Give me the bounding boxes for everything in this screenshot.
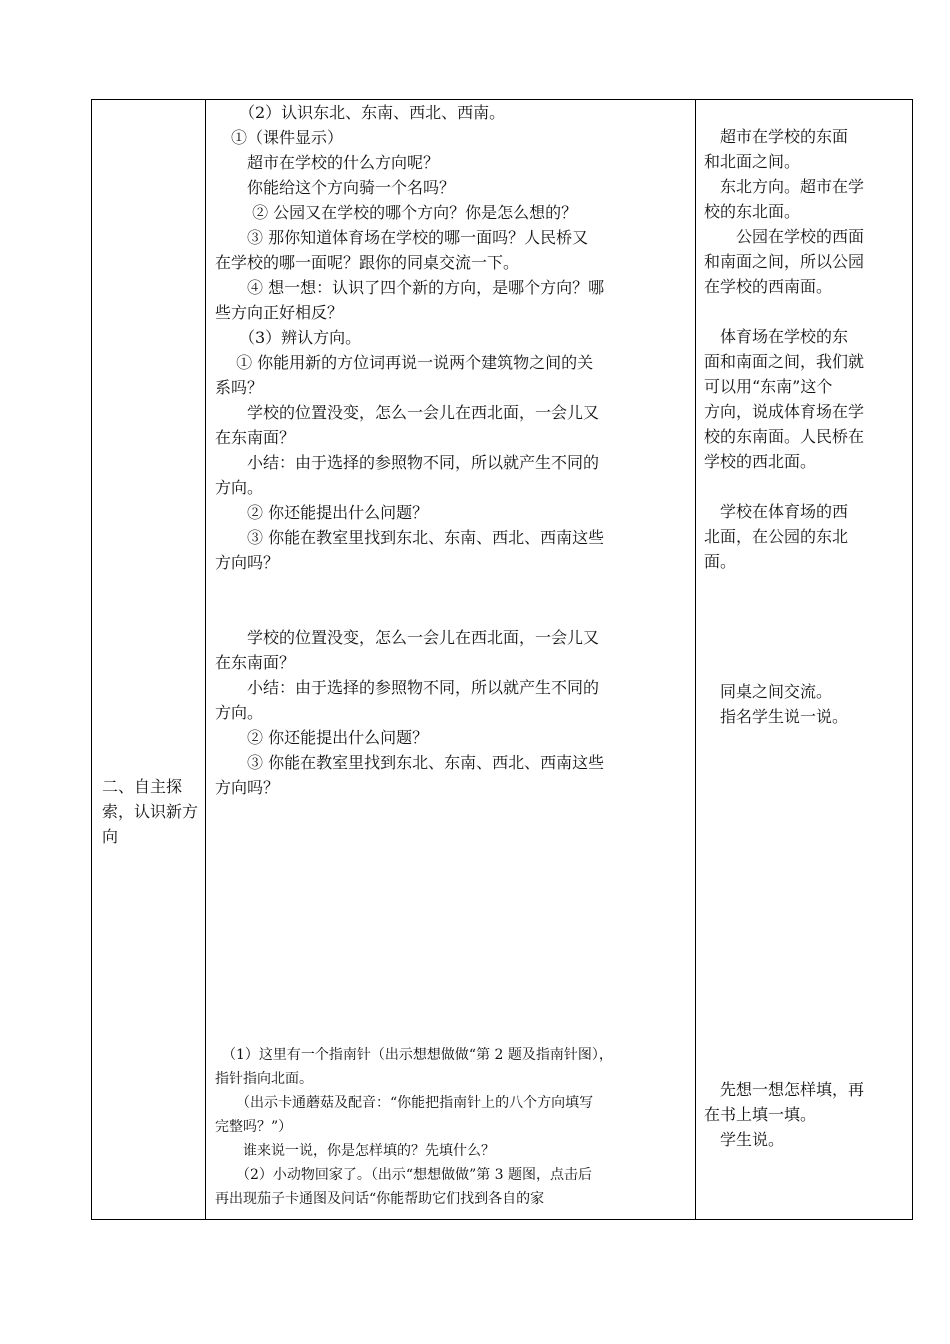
text-line: 小结：由于选择的参照物不同，所以就产生不同的 bbox=[215, 453, 600, 472]
text-line: ③ 你能在教室里找到东北、东南、西北、西南这些 bbox=[215, 528, 605, 547]
lesson-table bbox=[91, 99, 913, 1220]
text-line: 些方向正好相反？ bbox=[215, 303, 344, 322]
text-line: 面。 bbox=[704, 552, 737, 571]
text-line: 公园在学校的西面 bbox=[704, 227, 865, 246]
section-title: 二、自主探索，认识新方向 bbox=[102, 777, 199, 846]
text-line: 校的东北面。 bbox=[704, 202, 801, 221]
text-line: （出示卡通蘑菇及配音：“你能把指南针上的八个方向填写 bbox=[215, 1095, 594, 1111]
student-block-2 bbox=[704, 324, 906, 474]
text-line: ①（课件显示） bbox=[215, 128, 344, 147]
text-line: 学校的位置没变，怎么一会儿在西北面，一会儿又 bbox=[215, 403, 600, 422]
text-line: 指名学生说一说。 bbox=[704, 707, 849, 726]
text-line: 和南面之间，所以公园 bbox=[704, 252, 865, 271]
text-line: 在东南面？ bbox=[215, 428, 296, 447]
section-cell bbox=[92, 100, 206, 1220]
text-line: 在书上填一填。 bbox=[704, 1105, 817, 1124]
text-line: 超市在学校的什么方向呢？ bbox=[215, 153, 440, 172]
text-line: 北面，在公园的东北 bbox=[704, 527, 849, 546]
student-block-4 bbox=[704, 679, 906, 729]
text-line: 学校在体育场的西 bbox=[704, 502, 849, 521]
teacher-activities-cell bbox=[206, 100, 696, 1220]
text-line: 东北方向。超市在学 bbox=[704, 177, 865, 196]
text-line: 同桌之间交流。 bbox=[704, 682, 833, 701]
text-line: （3）辨认方向。 bbox=[215, 328, 362, 347]
text-line: ① 你能用新的方位词再说一说两个建筑物之间的关 bbox=[215, 353, 594, 372]
activities-part-2 bbox=[215, 625, 689, 800]
text-line: 小结：由于选择的参照物不同，所以就产生不同的 bbox=[215, 678, 600, 697]
student-block-5 bbox=[704, 1077, 906, 1152]
text-line: （2）认识东北、东南、西北、西南。 bbox=[215, 103, 506, 122]
text-line: 完整吗？”） bbox=[215, 1119, 293, 1135]
student-block-1 bbox=[704, 124, 906, 299]
text-line: 学校的位置没变，怎么一会儿在西北面，一会儿又 bbox=[215, 628, 600, 647]
text-line: ④ 想一想：认识了四个新的方向，是哪个方向？哪 bbox=[215, 278, 605, 297]
text-line: 方向。 bbox=[215, 703, 264, 722]
text-line: 校的东南面。人民桥在 bbox=[704, 427, 865, 446]
text-line: 方向，说成体育场在学 bbox=[704, 402, 865, 421]
activities-part-1 bbox=[215, 100, 689, 575]
text-line: ③ 那你知道体育场在学校的哪一面吗？人民桥又 bbox=[215, 228, 589, 247]
text-line: 谁来说一说，你是怎样填的？先填什么？ bbox=[215, 1143, 495, 1159]
text-line: 学生说。 bbox=[704, 1130, 785, 1149]
activities-part-3 bbox=[215, 1043, 689, 1211]
student-activities-cell bbox=[696, 100, 913, 1220]
text-line: 你能给这个方向骑一个名吗？ bbox=[215, 178, 456, 197]
student-block-3 bbox=[704, 499, 906, 574]
text-line: ② 你还能提出什么问题？ bbox=[215, 728, 429, 747]
table-row bbox=[92, 100, 913, 1220]
text-line: 在学校的哪一面呢？跟你的同桌交流一下。 bbox=[215, 253, 520, 272]
text-line: 和北面之间。 bbox=[704, 152, 801, 171]
text-line: 面和南面之间，我们就 bbox=[704, 352, 865, 371]
text-line: 学校的西北面。 bbox=[704, 452, 817, 471]
text-line: 方向吗？ bbox=[215, 553, 280, 572]
text-line: 在东南面？ bbox=[215, 653, 296, 672]
text-line: （1）这里有一个指南针（出示想想做做“第 2 题及指南针图）， bbox=[215, 1047, 613, 1063]
text-line: ② 公园又在学校的哪个方向？你是怎么想的？ bbox=[215, 203, 578, 222]
text-line: 方向。 bbox=[215, 478, 264, 497]
text-line: ② 你还能提出什么问题？ bbox=[215, 503, 429, 522]
text-line: 方向吗？ bbox=[215, 778, 280, 797]
text-line: 可以用“东南”这个 bbox=[704, 377, 833, 396]
text-line: 在学校的西南面。 bbox=[704, 277, 833, 296]
text-line: 再出现茄子卡通图及问话“你能帮助它们找到各自的家 bbox=[215, 1191, 545, 1207]
text-line: （2）小动物回家了。（出示“想想做做”第 3 题图，点击后 bbox=[215, 1167, 593, 1183]
text-line: 先想一想怎样填，再 bbox=[704, 1080, 865, 1099]
text-line: 系吗？ bbox=[215, 378, 264, 397]
text-line: 超市在学校的东面 bbox=[704, 127, 849, 146]
text-line: ③ 你能在教室里找到东北、东南、西北、西南这些 bbox=[215, 753, 605, 772]
text-line: 指针指向北面。 bbox=[215, 1071, 313, 1087]
text-line: 体育场在学校的东 bbox=[704, 327, 849, 346]
